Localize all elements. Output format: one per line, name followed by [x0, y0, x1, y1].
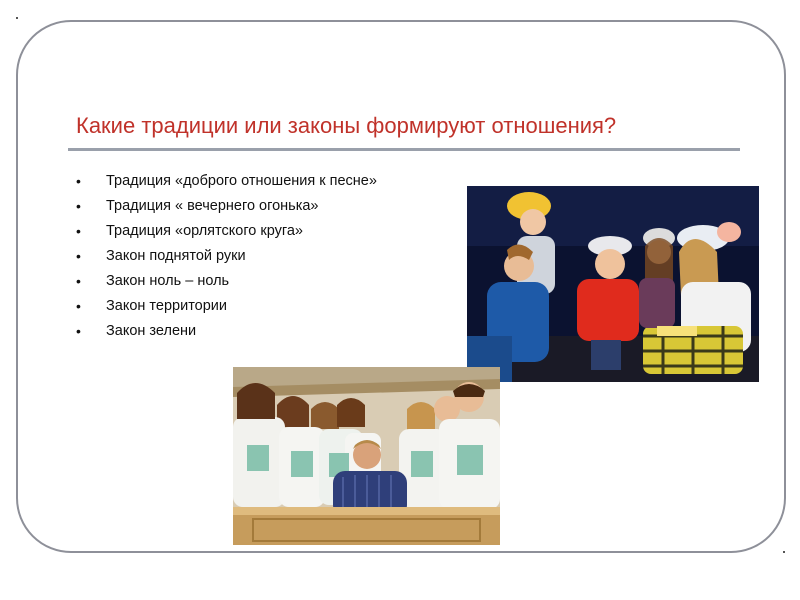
list-item: [76, 246, 377, 271]
list-item: [76, 321, 377, 346]
group-meeting-photo: [233, 367, 500, 545]
bullet-icon: •: [76, 198, 81, 214]
list-item: [76, 271, 377, 296]
bullet-icon: •: [76, 298, 81, 314]
list-item-text: Традиция «орлятского круга»: [106, 223, 303, 239]
list-item: [76, 296, 377, 321]
list-item-text: Закон поднятой руки: [106, 248, 246, 264]
list-item: [76, 171, 377, 196]
list-item-text: Закон территории: [106, 298, 228, 314]
list-item-text: Закон ноль – ноль: [106, 273, 230, 289]
list-item-text: Закон зелени: [106, 323, 197, 339]
list-item-text: Традиция «доброго отношения к песне»: [106, 173, 377, 189]
bullet-icon: •: [76, 173, 81, 189]
slide-title: Какие традиции или законы формируют отношения?: [76, 113, 617, 138]
bullet-icon: •: [76, 248, 81, 264]
list-item: [76, 196, 377, 221]
title-underline: [68, 148, 740, 151]
list-item-text: Традиция « вечернего огонька»: [106, 198, 319, 214]
bullet-icon: •: [76, 223, 81, 239]
bullet-list: [76, 171, 377, 346]
bullet-icon: •: [76, 323, 81, 339]
stage-costume-photo: [467, 186, 759, 382]
corner-dot-top-left: [16, 17, 18, 19]
bullet-icon: •: [76, 273, 81, 289]
list-item: [76, 221, 377, 246]
corner-dot-bottom-right: [783, 551, 785, 553]
